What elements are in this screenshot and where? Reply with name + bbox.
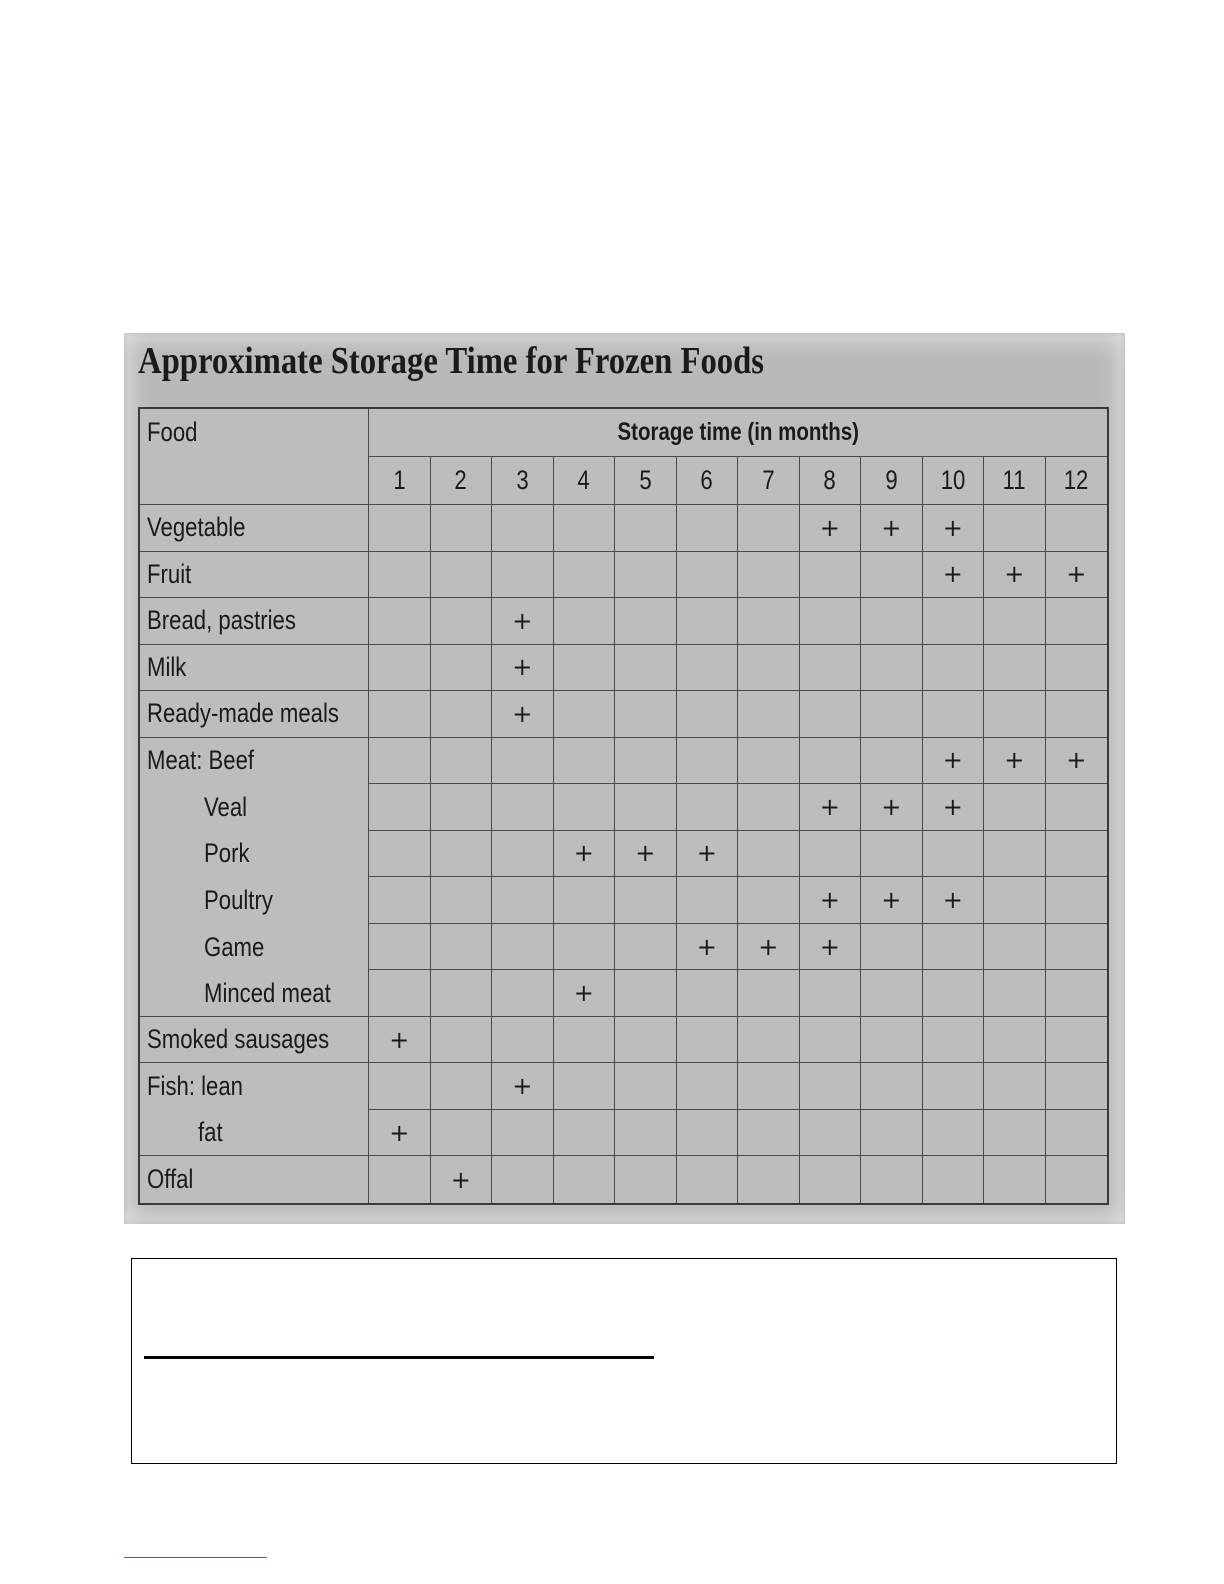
table-cell xyxy=(738,645,800,692)
plus-mark: + xyxy=(942,560,963,589)
table-cell xyxy=(492,598,554,645)
plus-mark: + xyxy=(573,839,594,868)
table-cell xyxy=(738,1063,800,1110)
table-cell xyxy=(984,1063,1046,1110)
table-cell xyxy=(738,1110,800,1157)
table-cell xyxy=(492,831,554,878)
table-cell xyxy=(677,645,739,692)
table-cell xyxy=(369,784,431,831)
table-cell xyxy=(677,877,739,924)
table-cell xyxy=(431,598,493,645)
table-cell xyxy=(554,598,616,645)
table-cell xyxy=(1046,784,1108,831)
table-cell xyxy=(677,505,739,552)
month-header: 5 xyxy=(615,457,677,505)
table-cell xyxy=(492,691,554,738)
table-cell xyxy=(431,691,493,738)
plus-mark: + xyxy=(389,1025,410,1054)
plus-mark: + xyxy=(819,792,840,821)
table-cell xyxy=(369,831,431,878)
table-cell xyxy=(800,784,862,831)
table-cell xyxy=(677,831,739,878)
row-label: Bread, pastries xyxy=(140,598,369,645)
table-cell xyxy=(861,877,923,924)
plus-mark: + xyxy=(1066,746,1087,775)
month-header: 9 xyxy=(861,457,923,505)
table-cell xyxy=(615,877,677,924)
table-cell xyxy=(369,1017,431,1064)
table-cell xyxy=(554,831,616,878)
plus-mark: + xyxy=(881,513,902,542)
table-cell xyxy=(984,924,1046,971)
month-header: 4 xyxy=(554,457,616,505)
table-cell xyxy=(492,970,554,1017)
table-cell xyxy=(431,645,493,692)
table-cell xyxy=(800,645,862,692)
table-cell xyxy=(492,1156,554,1203)
table-cell xyxy=(861,924,923,971)
plus-mark: + xyxy=(881,886,902,915)
table-cell xyxy=(554,1017,616,1064)
table-cell xyxy=(984,877,1046,924)
plus-mark: + xyxy=(758,932,779,961)
table-cell xyxy=(492,877,554,924)
table-cell xyxy=(554,691,616,738)
plus-mark: + xyxy=(942,886,963,915)
table-cell xyxy=(984,738,1046,785)
table-cell xyxy=(800,1156,862,1203)
table-cell xyxy=(1046,738,1108,785)
row-label: Pork xyxy=(140,831,369,878)
table-cell xyxy=(738,924,800,971)
table-cell xyxy=(677,784,739,831)
table-cell xyxy=(984,645,1046,692)
table-cell xyxy=(800,738,862,785)
table-cell xyxy=(677,738,739,785)
table-cell xyxy=(369,1063,431,1110)
table-cell xyxy=(431,738,493,785)
table-cell xyxy=(677,1063,739,1110)
table-cell xyxy=(861,505,923,552)
table-cell xyxy=(369,877,431,924)
table-cell xyxy=(923,924,985,971)
figure-title: Approximate Storage Time for Frozen Foods xyxy=(138,340,765,382)
table-cell xyxy=(492,1017,554,1064)
plus-mark: + xyxy=(450,1165,471,1194)
plus-mark: + xyxy=(1066,560,1087,589)
table-cell xyxy=(369,924,431,971)
table-cell xyxy=(861,598,923,645)
row-label: Ready-made meals xyxy=(140,691,369,738)
table-cell xyxy=(800,831,862,878)
table-cell xyxy=(615,552,677,599)
table-cell xyxy=(923,1156,985,1203)
table-cell xyxy=(554,645,616,692)
plus-mark: + xyxy=(942,746,963,775)
table-cell xyxy=(492,1063,554,1110)
table-cell xyxy=(800,691,862,738)
table-cell xyxy=(984,1156,1046,1203)
table-cell xyxy=(431,1063,493,1110)
table-cell xyxy=(800,505,862,552)
table-cell xyxy=(554,1063,616,1110)
table-cell xyxy=(554,505,616,552)
table-cell xyxy=(923,738,985,785)
month-header: 2 xyxy=(431,457,493,505)
month-header: 1 xyxy=(369,457,431,505)
plus-mark: + xyxy=(1004,746,1025,775)
table-cell xyxy=(738,691,800,738)
footnote-separator xyxy=(124,1557,267,1558)
table-cell xyxy=(677,1110,739,1157)
plus-mark: + xyxy=(512,1072,533,1101)
table-cell xyxy=(369,552,431,599)
table-cell xyxy=(861,1156,923,1203)
storage-time-header: Storage time (in months) xyxy=(369,409,1107,457)
row-label: Fish: lean xyxy=(140,1063,369,1110)
table-cell xyxy=(369,645,431,692)
plus-mark: + xyxy=(696,932,717,961)
row-label: Vegetable xyxy=(140,505,369,552)
table-cell xyxy=(984,784,1046,831)
row-label: Fruit xyxy=(140,552,369,599)
table-cell xyxy=(615,505,677,552)
table-cell xyxy=(800,924,862,971)
table-cell xyxy=(615,645,677,692)
table-cell xyxy=(369,598,431,645)
table-cell xyxy=(984,970,1046,1017)
table-cell xyxy=(492,738,554,785)
table-cell xyxy=(1046,645,1108,692)
plus-mark: + xyxy=(512,606,533,635)
table-cell xyxy=(431,1017,493,1064)
plus-mark: + xyxy=(819,932,840,961)
table-cell xyxy=(431,784,493,831)
table-cell xyxy=(984,598,1046,645)
table-cell xyxy=(1046,877,1108,924)
table-cell xyxy=(369,970,431,1017)
table-cell xyxy=(554,1110,616,1157)
month-header: 3 xyxy=(492,457,554,505)
table-cell xyxy=(738,552,800,599)
table-cell xyxy=(861,970,923,1017)
plus-mark: + xyxy=(573,979,594,1008)
storage-time-table xyxy=(138,407,1109,1205)
table-cell xyxy=(615,1110,677,1157)
table-cell xyxy=(615,784,677,831)
table-cell xyxy=(615,924,677,971)
row-label: Milk xyxy=(140,645,369,692)
row-label: Offal xyxy=(140,1156,369,1203)
table-cell xyxy=(431,831,493,878)
table-cell xyxy=(984,831,1046,878)
table-cell xyxy=(431,552,493,599)
answer-line xyxy=(144,1356,654,1359)
table-cell xyxy=(1046,691,1108,738)
table-cell xyxy=(615,970,677,1017)
food-column-header: Food xyxy=(140,409,369,505)
table-cell xyxy=(677,1156,739,1203)
table-cell xyxy=(677,924,739,971)
table-cell xyxy=(677,552,739,599)
table-cell xyxy=(738,784,800,831)
table-cell xyxy=(554,784,616,831)
plus-mark: + xyxy=(512,699,533,728)
table-cell xyxy=(431,505,493,552)
table-cell xyxy=(738,877,800,924)
table-cell xyxy=(738,1017,800,1064)
plus-mark: + xyxy=(389,1118,410,1147)
table-cell xyxy=(923,1017,985,1064)
table-cell xyxy=(923,970,985,1017)
table-cell xyxy=(800,970,862,1017)
table-cell xyxy=(554,924,616,971)
table-cell xyxy=(431,877,493,924)
table-cell xyxy=(615,598,677,645)
table-cell xyxy=(738,505,800,552)
table-cell xyxy=(1046,505,1108,552)
table-cell xyxy=(923,831,985,878)
table-cell xyxy=(615,831,677,878)
row-label: Veal xyxy=(140,784,369,831)
table-cell xyxy=(554,552,616,599)
row-label: Meat: Beef xyxy=(140,738,369,785)
table-cell xyxy=(677,970,739,1017)
table-cell xyxy=(861,738,923,785)
month-header: 12 xyxy=(1046,457,1108,505)
table-cell xyxy=(492,1110,554,1157)
table-cell xyxy=(615,1063,677,1110)
table-cell xyxy=(984,691,1046,738)
table-cell xyxy=(800,1063,862,1110)
table-cell xyxy=(738,1156,800,1203)
row-label: Poultry xyxy=(140,877,369,924)
table-cell xyxy=(431,924,493,971)
table-cell xyxy=(492,505,554,552)
table-cell xyxy=(861,691,923,738)
table-cell xyxy=(984,505,1046,552)
table-cell xyxy=(554,970,616,1017)
table-cell xyxy=(923,1063,985,1110)
table-cell xyxy=(554,738,616,785)
table-cell xyxy=(861,831,923,878)
table-cell xyxy=(861,552,923,599)
plus-mark: + xyxy=(635,839,656,868)
table-cell xyxy=(800,1017,862,1064)
table-cell xyxy=(431,1110,493,1157)
table-cell xyxy=(1046,1063,1108,1110)
plus-mark: + xyxy=(942,513,963,542)
month-header: 6 xyxy=(677,457,739,505)
table-cell xyxy=(923,784,985,831)
table-cell xyxy=(677,598,739,645)
table-cell xyxy=(1046,970,1108,1017)
table-cell xyxy=(369,1156,431,1203)
plus-mark: + xyxy=(942,792,963,821)
table-cell xyxy=(615,691,677,738)
table-cell xyxy=(984,1017,1046,1064)
table-cell xyxy=(369,1110,431,1157)
table-cell xyxy=(984,1110,1046,1157)
table-cell xyxy=(923,552,985,599)
table-cell xyxy=(554,1156,616,1203)
month-header: 11 xyxy=(984,457,1046,505)
table-cell xyxy=(923,598,985,645)
table-cell xyxy=(923,1110,985,1157)
table-cell xyxy=(738,970,800,1017)
plus-mark: + xyxy=(819,886,840,915)
row-label: fat xyxy=(140,1110,369,1157)
table-cell xyxy=(923,505,985,552)
answer-box xyxy=(131,1258,1117,1464)
table-cell xyxy=(984,552,1046,599)
table-cell xyxy=(431,1156,493,1203)
table-cell xyxy=(1046,598,1108,645)
table-cell xyxy=(1046,831,1108,878)
table-cell xyxy=(677,691,739,738)
table-cell xyxy=(800,877,862,924)
row-label: Minced meat xyxy=(140,970,369,1017)
plus-mark: + xyxy=(1004,560,1025,589)
table-cell xyxy=(861,1017,923,1064)
table-cell xyxy=(738,738,800,785)
month-header: 10 xyxy=(923,457,985,505)
table-cell xyxy=(800,552,862,599)
table-cell xyxy=(492,924,554,971)
table-cell xyxy=(861,1110,923,1157)
table-cell xyxy=(431,970,493,1017)
table-cell xyxy=(492,784,554,831)
table-cell xyxy=(1046,1017,1108,1064)
row-label: Smoked sausages xyxy=(140,1017,369,1064)
plus-mark: + xyxy=(696,839,717,868)
table-cell xyxy=(492,645,554,692)
table-cell xyxy=(369,691,431,738)
plus-mark: + xyxy=(512,653,533,682)
table-cell xyxy=(861,1063,923,1110)
table-cell xyxy=(738,598,800,645)
table-cell xyxy=(677,1017,739,1064)
table-cell xyxy=(1046,1110,1108,1157)
table-cell xyxy=(861,784,923,831)
table-cell xyxy=(1046,552,1108,599)
table-cell xyxy=(923,877,985,924)
table-cell xyxy=(861,645,923,692)
plus-mark: + xyxy=(881,792,902,821)
table-cell xyxy=(923,691,985,738)
table-cell xyxy=(369,505,431,552)
table-cell xyxy=(738,831,800,878)
table-cell xyxy=(800,598,862,645)
table-cell xyxy=(1046,924,1108,971)
table-cell xyxy=(554,877,616,924)
table-cell xyxy=(800,1110,862,1157)
month-header: 8 xyxy=(800,457,862,505)
plus-mark: + xyxy=(819,513,840,542)
table-cell xyxy=(923,645,985,692)
table-cell xyxy=(615,738,677,785)
row-label: Game xyxy=(140,924,369,971)
table-cell xyxy=(615,1156,677,1203)
table-cell xyxy=(369,738,431,785)
month-header: 7 xyxy=(738,457,800,505)
table-cell xyxy=(492,552,554,599)
table-cell xyxy=(615,1017,677,1064)
table-cell xyxy=(1046,1156,1108,1203)
